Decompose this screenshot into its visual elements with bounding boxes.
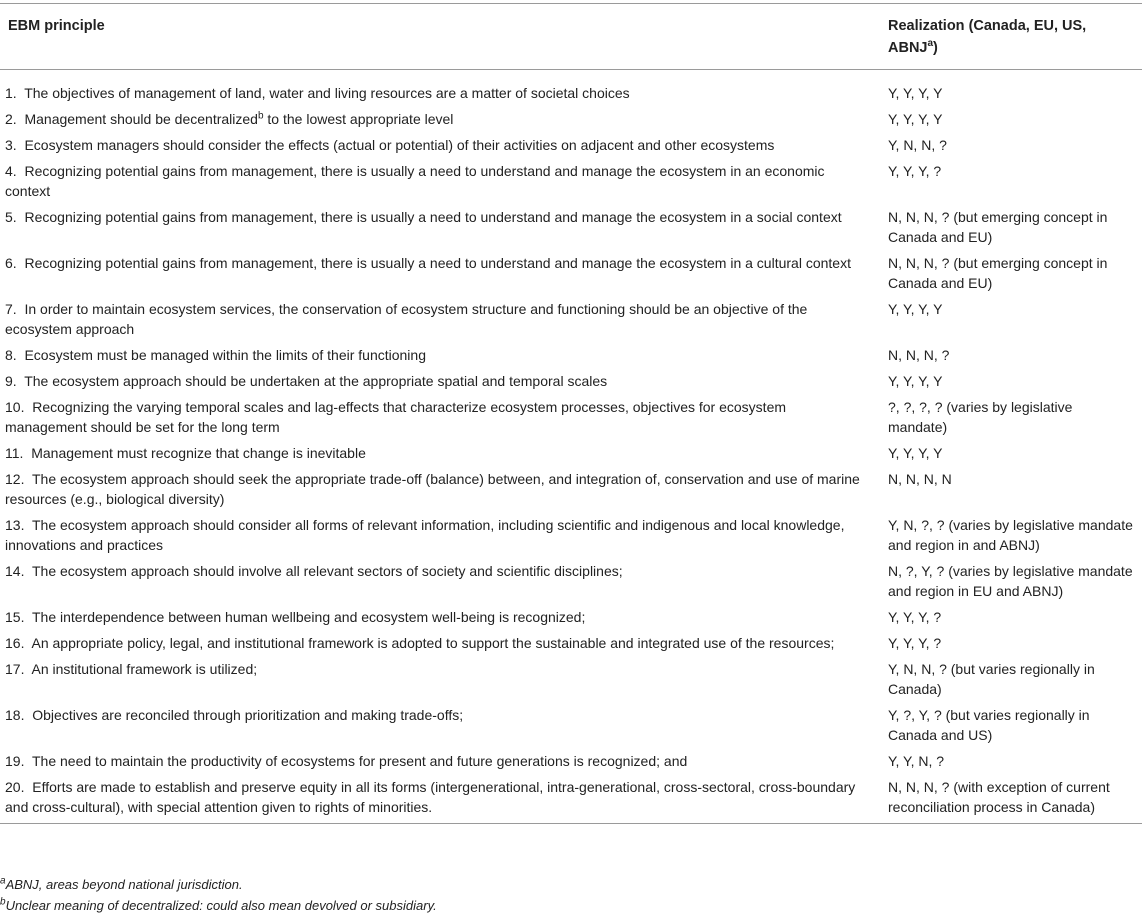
table-row xyxy=(0,630,1142,656)
principle-text: Management should be decentralized xyxy=(24,111,258,127)
table-row xyxy=(0,748,1142,774)
realization-cell: ?, ?, ?, ? (varies by legislative mandate) xyxy=(888,399,1073,435)
principle-text: The objectives of management of land, water and living resources are a matter of societal choices xyxy=(24,85,630,101)
realization-cell: N, N, N, ? (but emerging concept in Canada and EU) xyxy=(888,255,1108,291)
principle-text: Ecosystem managers should consider the effects (actual or potential) of their activities on adjacent and other ecosystems xyxy=(24,137,775,153)
realization-cell: Y, Y, Y, ? xyxy=(888,609,942,625)
principle-number: 14. xyxy=(5,563,25,579)
table-row xyxy=(0,774,1142,824)
realization-cell: Y, Y, Y, ? xyxy=(888,635,942,651)
realization-cell: Y, N, N, ? xyxy=(888,137,947,153)
principle-cell xyxy=(0,440,878,466)
principle-cell xyxy=(0,106,878,132)
table-row xyxy=(0,440,1142,466)
table-row xyxy=(0,296,1142,342)
header-realization xyxy=(878,4,1142,70)
principle-text: The ecosystem approach should seek the appropriate trade-off (balance) between, and integration of, conservation and use of marine resources (e.g., biological diversity) xyxy=(5,471,860,507)
principle-text: An appropriate policy, legal, and institutional framework is adopted to support the sustainable and integrated use of the resources; xyxy=(31,635,835,651)
principle-cell xyxy=(0,132,878,158)
realization-cell: Y, Y, Y, Y xyxy=(888,111,943,127)
footnote-text: ABNJ, areas beyond national jurisdiction. xyxy=(5,877,243,892)
principle-text: Objectives are reconciled through prioritization and making trade-offs; xyxy=(32,707,464,723)
footnotes xyxy=(0,874,437,916)
table-header-row xyxy=(0,4,1142,70)
realization-cell: Y, Y, Y, Y xyxy=(888,373,943,389)
principle-text: In order to maintain ecosystem services, the conservation of ecosystem structure and functioning should be an objective of the ecosystem approach xyxy=(5,301,808,337)
table-row xyxy=(0,466,1142,512)
header-realization-text: Realization (Canada, EU, US, ABNJ xyxy=(888,18,1087,56)
principle-number: 20. xyxy=(5,779,25,795)
header-realization-close: ) xyxy=(933,40,938,56)
table-row xyxy=(0,70,1142,107)
realization-cell: N, N, N, ? (with exception of current reconciliation process in Canada) xyxy=(888,779,1110,815)
principle-text: The ecosystem approach should consider all forms of relevant information, including scientific and indigenous and local knowledge, innovations and practices xyxy=(5,517,845,553)
principle-text: Recognizing the varying temporal scales and lag-effects that characterize ecosystem processes, objectives for ecosystem management should be set for the long term xyxy=(5,399,787,435)
realization-cell: N, N, N, ? xyxy=(888,347,950,363)
realization-cell: Y, N, N, ? (but varies regionally in Canada) xyxy=(888,661,1095,697)
principle-number: 12. xyxy=(5,471,25,487)
footnote-mark: a xyxy=(0,875,6,887)
realization-cell: Y, Y, Y, ? xyxy=(888,163,942,179)
principle-cell xyxy=(0,512,878,558)
table-body xyxy=(0,70,1142,824)
principle-cell xyxy=(0,702,878,748)
table-row xyxy=(0,512,1142,558)
principle-text: Recognizing potential gains from management, there is usually a need to understand and manage the ecosystem in a cultural context xyxy=(24,255,851,271)
table-row xyxy=(0,132,1142,158)
principle-cell xyxy=(0,296,878,342)
principle-cell xyxy=(0,342,878,368)
header-ebm-principle: EBM principle xyxy=(8,18,105,34)
principle-number: 8. xyxy=(5,347,17,363)
principle-text: Management must recognize that change is inevitable xyxy=(31,445,366,461)
realization-cell: Y, N, ?, ? (varies by legislative mandate and region in and ABNJ) xyxy=(888,517,1133,553)
principle-number: 2. xyxy=(5,111,17,127)
principle-number: 15. xyxy=(5,609,25,625)
principle-text: An institutional framework is utilized; xyxy=(31,661,258,677)
table-row xyxy=(0,204,1142,250)
realization-cell: Y, Y, Y, Y xyxy=(888,85,943,101)
principle-text: Recognizing potential gains from management, there is usually a need to understand and manage the ecosystem in a social context xyxy=(24,209,842,225)
principle-text: Recognizing potential gains from management, there is usually a need to understand and manage the ecosystem in an economic context xyxy=(5,163,825,199)
principle-number: 5. xyxy=(5,209,17,225)
footnote-a xyxy=(0,874,437,895)
principle-cell xyxy=(0,748,878,774)
table-row xyxy=(0,558,1142,604)
principle-number: 10. xyxy=(5,399,25,415)
footnote-text: Unclear meaning of decentralized: could also mean devolved or subsidiary. xyxy=(5,898,437,913)
principle-cell xyxy=(0,250,878,296)
principle-cell xyxy=(0,604,878,630)
principle-number: 16. xyxy=(5,635,25,651)
header-footnote-mark: a xyxy=(927,38,934,50)
realization-cell: Y, Y, N, ? xyxy=(888,753,945,769)
principle-number: 7. xyxy=(5,301,17,317)
table-row xyxy=(0,368,1142,394)
table-row xyxy=(0,604,1142,630)
principle-number: 19. xyxy=(5,753,25,769)
principle-cell xyxy=(0,466,878,512)
principle-cell xyxy=(0,774,878,824)
table-row xyxy=(0,656,1142,702)
realization-cell: Y, ?, Y, ? (but varies regionally in Canada and US) xyxy=(888,707,1090,743)
realization-cell: N, N, N, ? (but emerging concept in Canada and EU) xyxy=(888,209,1108,245)
principle-number: 18. xyxy=(5,707,25,723)
realization-cell: N, ?, Y, ? (varies by legislative mandate and region in EU and ABNJ) xyxy=(888,563,1133,599)
principle-number: 13. xyxy=(5,517,25,533)
principle-number: 17. xyxy=(5,661,25,677)
principle-number: 1. xyxy=(5,85,17,101)
table-row xyxy=(0,342,1142,368)
principle-number: 9. xyxy=(5,373,17,389)
principle-cell xyxy=(0,558,878,604)
principle-text: The interdependence between human wellbeing and ecosystem well-being is recognized; xyxy=(32,609,586,625)
principle-text: The need to maintain the productivity of ecosystems for present and future generations is recognized; and xyxy=(32,753,688,769)
principle-text-continued: to the lowest appropriate level xyxy=(263,111,454,127)
principle-number: 3. xyxy=(5,137,17,153)
realization-cell: Y, Y, Y, Y xyxy=(888,445,943,461)
footnote-b xyxy=(0,895,437,916)
principle-cell xyxy=(0,204,878,250)
principle-cell xyxy=(0,630,878,656)
footnote-mark: b xyxy=(0,896,6,908)
realization-cell: N, N, N, N xyxy=(888,471,952,487)
principle-cell xyxy=(0,70,878,107)
principle-cell xyxy=(0,158,878,204)
table-row xyxy=(0,394,1142,440)
principle-cell xyxy=(0,394,878,440)
principle-number: 4. xyxy=(5,163,17,179)
ebm-principles-table xyxy=(0,3,1142,824)
table-row xyxy=(0,106,1142,132)
table-row xyxy=(0,702,1142,748)
principle-text: The ecosystem approach should be undertaken at the appropriate spatial and temporal scales xyxy=(24,373,608,389)
principle-text: Efforts are made to establish and preserve equity in all its forms (intergenerational, intra-generational, cross-sectoral, cross-boundary and cross-cultural), with special attention given to rights of minorities. xyxy=(5,779,856,815)
principle-footnote-mark: b xyxy=(257,110,264,122)
realization-cell: Y, Y, Y, Y xyxy=(888,301,943,317)
table-row xyxy=(0,158,1142,204)
principle-text: The ecosystem approach should involve all relevant sectors of society and scientific disciplines; xyxy=(32,563,623,579)
table-row xyxy=(0,250,1142,296)
principle-cell xyxy=(0,368,878,394)
principle-text: Ecosystem must be managed within the limits of their functioning xyxy=(24,347,426,363)
principle-cell xyxy=(0,656,878,702)
principle-number: 11. xyxy=(5,445,24,461)
principle-number: 6. xyxy=(5,255,17,271)
